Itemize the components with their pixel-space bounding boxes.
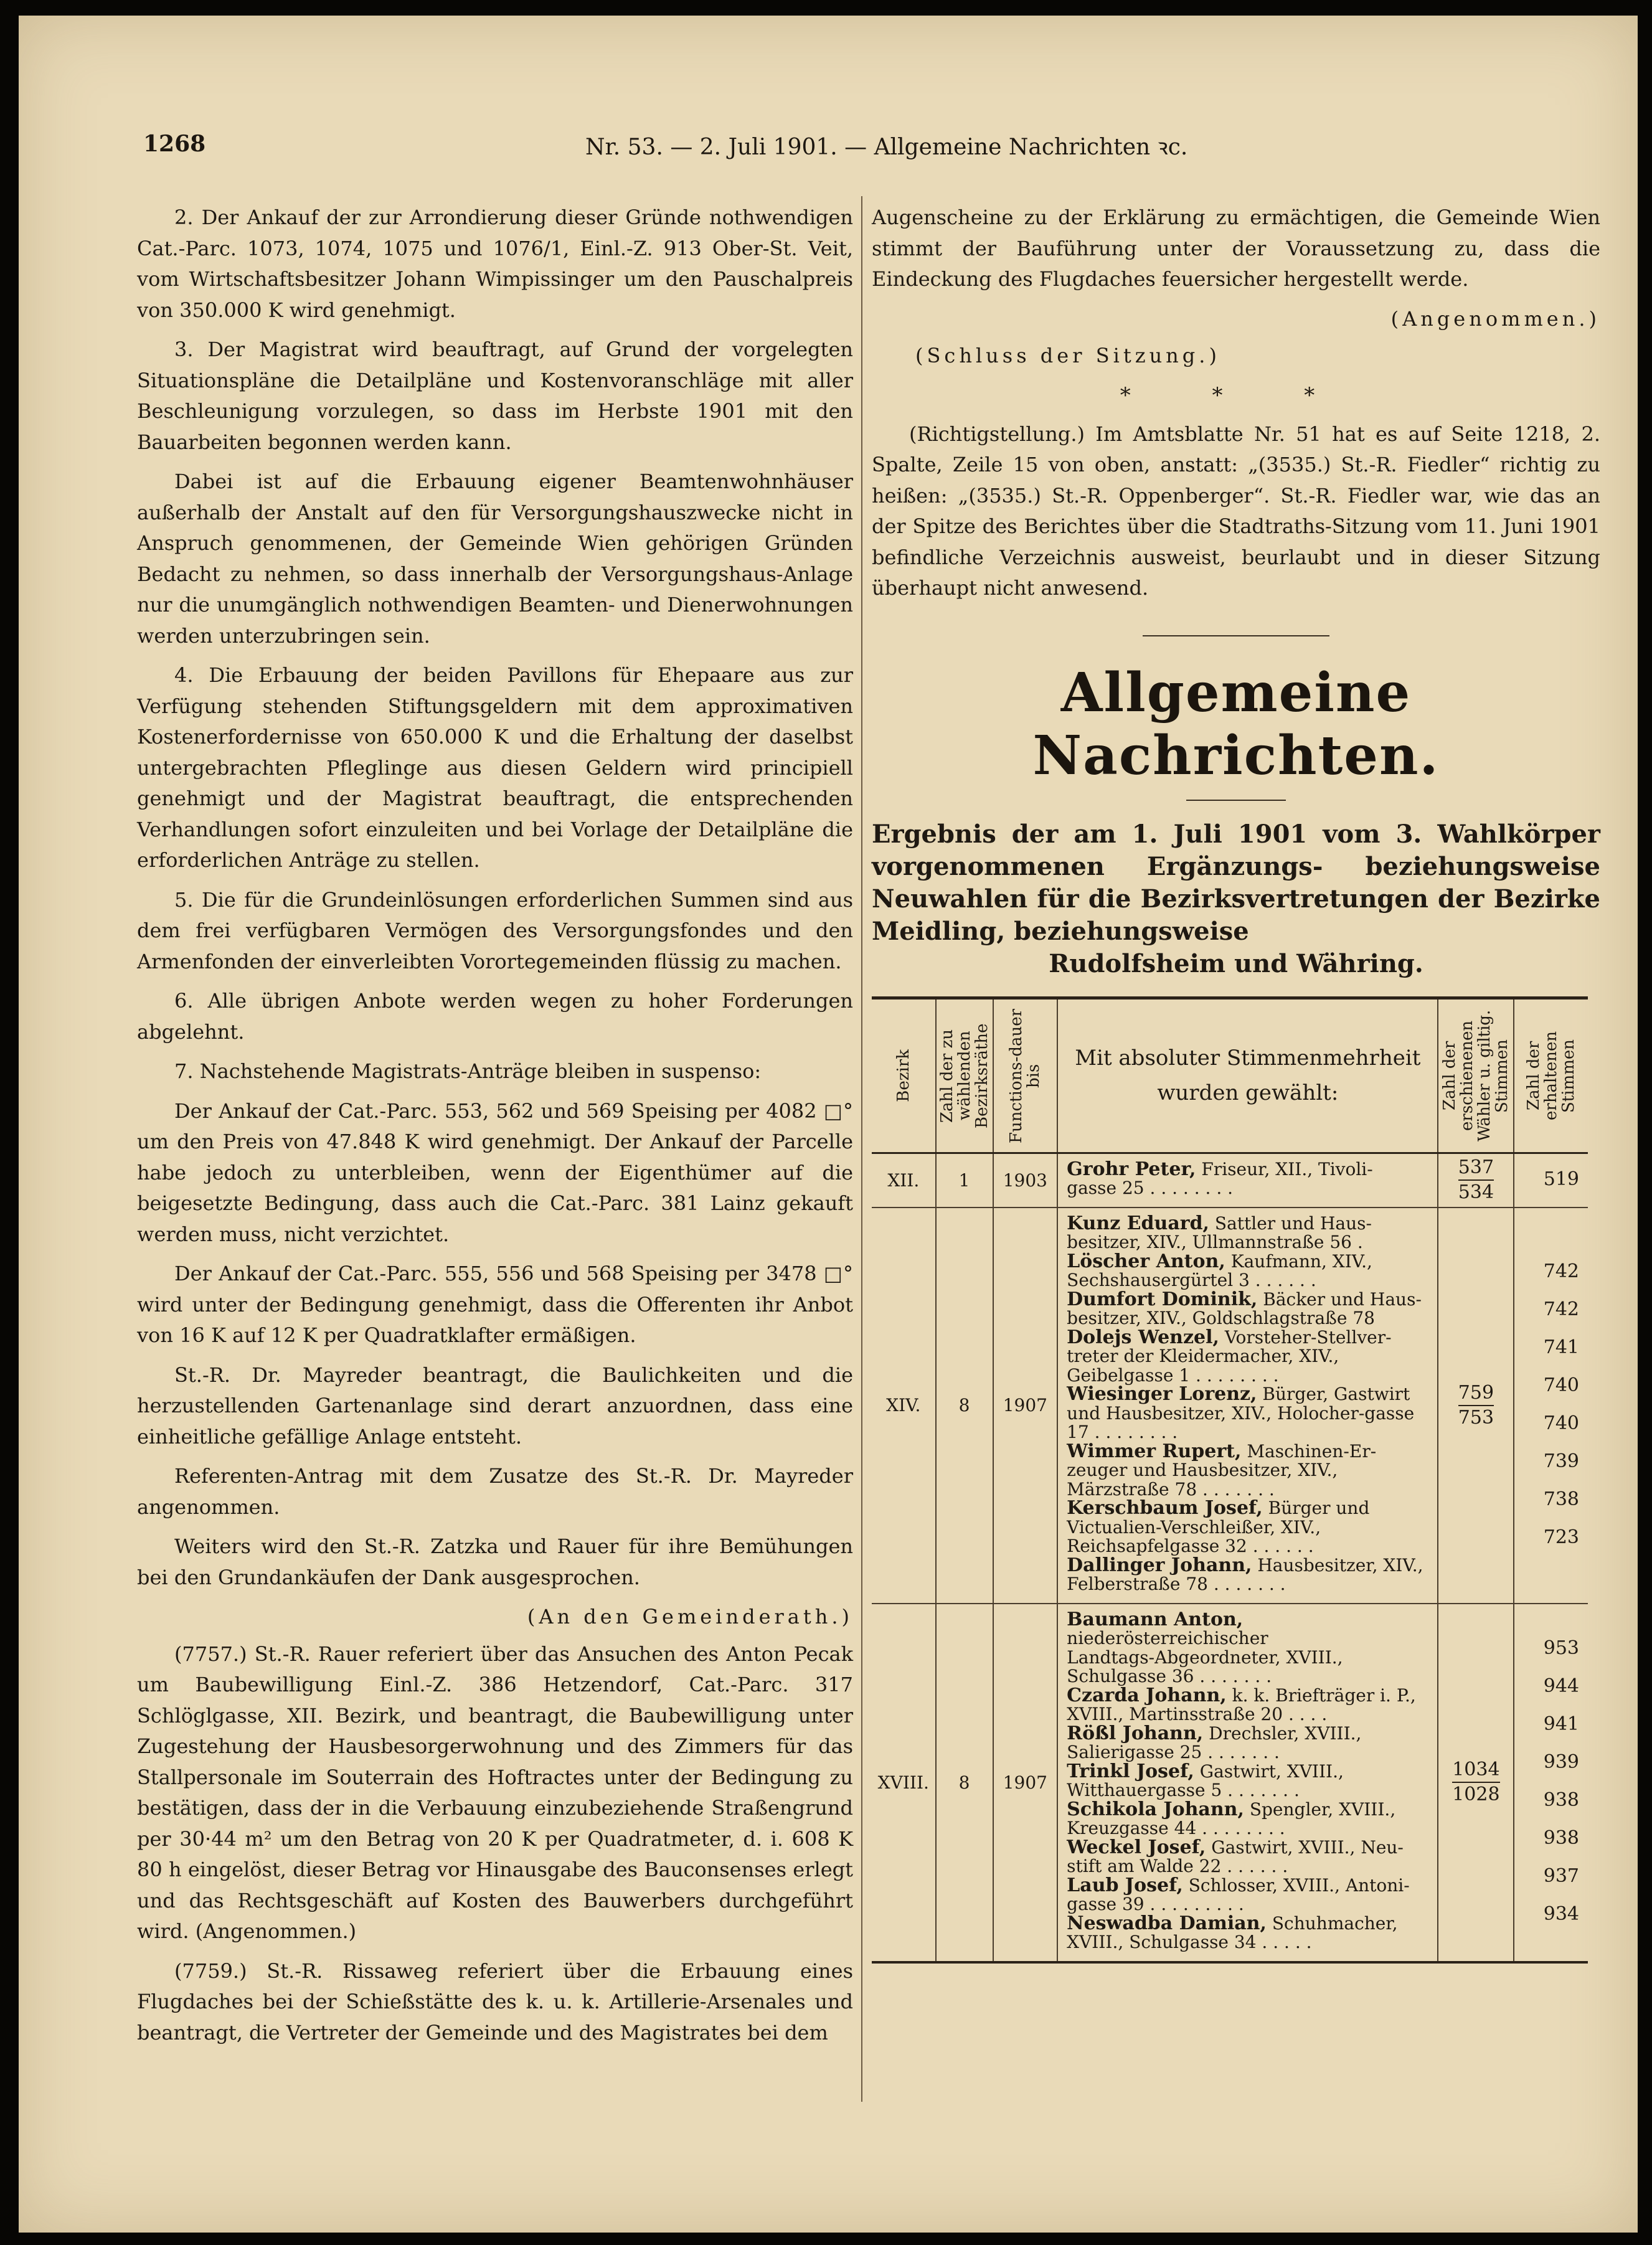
paragraph: 5. Die für die Grundeinlösungen erforderlichen Summen sind aus dem frei verfügbaren Vermögen des Versorgungsfondes und den Armenfonden der einverleibten Vorortegemeinden flüssig zu machen. xyxy=(137,887,853,973)
separator-stars: * * * xyxy=(1120,382,1352,408)
section-title: Allgemeine Nachrichten. xyxy=(1032,661,1440,787)
paragraph: (7759.) St.-R. Rissaweg referiert über die Erbauung eines Flugdaches bei der Schießstätte des k. u. k. Artillerie-Arsenales und beantragt, die Vertreter der Gemeinde und des Magistrates bei dem xyxy=(137,1959,853,2044)
vote-count: 938 xyxy=(1543,1789,1579,1811)
cell-names xyxy=(1057,1153,1438,1208)
paragraph: 2. Der Ankauf der zur Arrondierung dieser Gründe nothwendigen Cat.-Parc. 1073, 1074, 1075 und 1076/1, Einl.-Z. 913 Ober-St. Veit, vom Wirtschaftsbesitzer Johann Wimpissinger um den Pauschalpreis von 350.000 K wird genehmigt. xyxy=(137,206,853,322)
table-row xyxy=(872,1604,1588,1962)
paragraph: Referenten-Antrag mit dem Zusatze des St.-R. Dr. Mayreder angenommen. xyxy=(137,1464,853,1519)
person-address: besitzer, XIV., Goldschlagstraße 78 xyxy=(1067,1308,1375,1328)
elected-person: Neswadba Damian, Schuhmacher, xyxy=(1067,1912,1398,1934)
paragraph: Der Ankauf der Cat.-Parc. 553, 562 und 569 Speising per 4082 □° um den Preis von 47.848 K wird genehmigt. Der Ankauf der Parcelle habe jedoch zu unterbleiben, wenn der Eigenthümer auf die beigesetzte Bedingung, dass auch die Cat.-Parc. 381 Lainz gekauft werden muss, nicht verzichtet. xyxy=(137,1099,853,1246)
vote-count: 740 xyxy=(1543,1374,1579,1396)
person-address: besitzer, XIV., Ullmannstraße 56 . xyxy=(1067,1232,1363,1252)
rule xyxy=(1143,635,1329,636)
vote-count: 738 xyxy=(1543,1488,1579,1510)
page-header xyxy=(143,131,1438,168)
cell-count: 1 xyxy=(936,1153,993,1208)
cell-names xyxy=(1057,1208,1438,1604)
col-header-duration: Functions-dauer bis xyxy=(993,998,1058,1153)
person-address: Kreuzgasse 44 . . . . . . . . xyxy=(1067,1818,1285,1838)
person-address: und Hausbesitzer, XIV., Holocher-gasse 17 . . . . . . . . xyxy=(1067,1402,1415,1442)
cell-votes xyxy=(1514,1604,1588,1962)
elected-person: Baumann Anton, niederösterreichischer xyxy=(1067,1608,1268,1648)
left-column xyxy=(137,202,853,2057)
paragraph: Der Ankauf der Cat.-Parc. 555, 556 und 568 Speising per 3478 □° wird unter der Bedingung genehmigt, dass die Offerenten ihr Anbot von 16 K auf 12 K per Quadratklafter ermäßigen. xyxy=(137,1262,853,1347)
person-address: Felberstraße 78 . . . . . . . xyxy=(1067,1574,1286,1594)
vote-count: 938 xyxy=(1543,1827,1579,1849)
cell-voters: $\frac{759}{753}$ xyxy=(1438,1208,1514,1604)
vote-count: 937 xyxy=(1543,1865,1579,1887)
session-close: (Schluss der Sitzung.) xyxy=(915,344,1220,367)
vote-count: 741 xyxy=(1543,1336,1579,1358)
adopted-note: (Angenommen.) xyxy=(1390,306,1600,331)
person-address: Witthauergasse 5 . . . . . . . xyxy=(1067,1780,1300,1800)
person-address: XVIII., Schulgasse 34 . . . . . xyxy=(1067,1932,1312,1952)
elected-person: Czarda Johann, k. k. Briefträger i. P., xyxy=(1067,1684,1416,1706)
person-address: gasse 25 . . . . . . . . xyxy=(1067,1178,1234,1198)
person-address: stift am Walde 22 . . . . . . xyxy=(1067,1856,1288,1876)
page-number: 1268 xyxy=(143,131,206,157)
person-address: Salierigasse 25 . . . . . . . xyxy=(1067,1742,1280,1762)
col-header-count: Zahl der zu wählenden Bezirksräthe xyxy=(936,998,993,1153)
person-address: XVIII., Martinsstraße 20 . . . . xyxy=(1067,1704,1328,1724)
elected-person: Schikola Johann, Spengler, XVIII., xyxy=(1067,1798,1396,1820)
adopted-note: (An den Gemeinderath.) xyxy=(527,1605,853,1628)
person-address: Landtags-Abgeordneter, XVIII., Schulgasse 36 . . . . . . . xyxy=(1067,1647,1343,1686)
person-address: Sechshausergürtel 3 . . . . . . xyxy=(1067,1270,1316,1290)
elected-person: Laub Josef, Schlosser, XVIII., Antoni- xyxy=(1067,1874,1410,1896)
paragraph: Dabei ist auf die Erbauung eigener Beamtenwohnhäuser außerhalb der Anstalt auf den für Versorgungshauszwecke nicht in Anspruch genommenen, der Gemeinde Wien gehörigen Gründen Bedacht zu nehmen, so dass innerhalb der Versorgungshaus-Anlage nur die unumgänglich nothwendigen Beamten- und Dienerwohnungen werden unterzubringen sein. xyxy=(137,470,853,648)
cell-bezirk: XIV. xyxy=(872,1208,936,1604)
cell-bezirk: XVIII. xyxy=(872,1604,936,1962)
rule xyxy=(1186,800,1286,801)
elected-person: Löscher Anton, Kaufmann, XIV., xyxy=(1067,1250,1372,1272)
paragraph: St.-R. Dr. Mayreder beantragt, die Baulichkeiten und die herzustellenden Gartenanlage sind derart anzuordnen, dass eine einheitliche gefällige Anlage entsteht. xyxy=(137,1363,853,1449)
column-divider xyxy=(861,196,862,2102)
newspaper-page xyxy=(19,16,1638,2233)
cell-voters: $\frac{537}{534}$ xyxy=(1438,1153,1514,1208)
vote-count: 740 xyxy=(1543,1412,1579,1434)
elected-person: Wimmer Rupert, Maschinen-Er- xyxy=(1067,1440,1377,1462)
paragraph: 7. Nachstehende Magistrats-Anträge bleiben in suspenso: xyxy=(174,1059,762,1083)
elected-person: Grohr Peter, Friseur, XII., Tivoli- xyxy=(1067,1158,1373,1180)
person-address: Victualien-Verschleißer, XIV., Reichsapfelgasse 32 . . . . . . xyxy=(1067,1516,1321,1556)
elected-person: Kunz Eduard, Sattler und Haus- xyxy=(1067,1212,1372,1234)
paragraph: (7757.) St.-R. Rauer referiert über das Ansuchen des Anton Pecak um Baubewilligung Einl.-Z. 386 Hetzendorf, Cat.-Parc. 317 Schlöglgasse, XII. Bezirk, und beantragt, die Baubewilligung unter Zugestehung der Hausbesorgerwohnung und des Zimmers für das Stallpersonale im Souterrain des Hoftractes unter der Bedingung zu bestätigen, dass der in die Verbauung einzubeziehende Straßengrund per 30·44 m² um den Betrag von 20 K per Quadratmeter, d. i. 608 K 80 h eingelöst, dieser Betrag vor Hinausgabe des Bauconsenses erlegt und das Rechtsgeschäft auf Kosten des Bauwerbers durchgeführt wird. (Angenommen.) xyxy=(137,1642,853,1943)
correction-paragraph: (Richtigstellung.) Im Amtsblatte Nr. 51 hat es auf Seite 1218, 2. Spalte, Zeile 15 von oben, anstatt: „(3535.) St.-R. Fiedler“ richtig zu heißen: „(3535.) St.-R. Oppenberger“. St.-R. Fiedler war, wie das an der Spitze des Berichtes über die Stadtraths-Sitzung vom 11. Juni 1901 befindliche Verzeichnis ausweist, beurlaubt und in dieser Sitzung überhaupt nicht anwesend. xyxy=(872,422,1600,600)
vote-count: 742 xyxy=(1543,1260,1579,1282)
vote-count: 941 xyxy=(1543,1713,1579,1735)
elected-person: Trinkl Josef, Gastwirt, XVIII., xyxy=(1067,1760,1344,1782)
col-header-bezirk: Bezirk xyxy=(872,998,936,1153)
vote-count: 739 xyxy=(1543,1450,1579,1472)
election-results-table xyxy=(872,996,1588,1964)
right-column xyxy=(872,202,1600,1964)
cell-count: 8 xyxy=(936,1208,993,1604)
paragraph: Weiters wird den St.-R. Zatzka und Rauer für ihre Bemühungen bei den Grundankäufen der Dank ausgesprochen. xyxy=(137,1534,853,1589)
col-header-votes: Zahl der erhaltenen Stimmen xyxy=(1514,998,1588,1153)
elected-person: Kerschbaum Josef, Bürger und xyxy=(1067,1497,1370,1519)
cell-year: 1903 xyxy=(993,1153,1058,1208)
table-row xyxy=(872,1153,1588,1208)
col-header-voters: Zahl der erschienenen Wähler u. giltig. Stimmen xyxy=(1438,998,1514,1153)
person-address: zeuger und Hausbesitzer, XIV., Märzstraße 78 . . . . . . . xyxy=(1067,1460,1338,1500)
elected-person: Dumfort Dominik, Bäcker und Haus- xyxy=(1067,1288,1422,1310)
paragraph: 3. Der Magistrat wird beauftragt, auf Grund der vorgelegten Situationspläne die Detailpläne und Kostenvoranschläge mit aller Beschleunigung vorzulegen, so dass im Herbste 1901 mit den Bauarbeiten begonnen werden kann. xyxy=(137,338,853,454)
elected-person: Dallinger Johann, Hausbesitzer, XIV., xyxy=(1067,1554,1423,1576)
elected-person: Weckel Josef, Gastwirt, XVIII., Neu- xyxy=(1067,1836,1404,1858)
cell-year: 1907 xyxy=(993,1604,1058,1962)
vote-count: 944 xyxy=(1543,1675,1579,1697)
cell-bezirk: XII. xyxy=(872,1153,936,1208)
table-row xyxy=(872,1208,1588,1604)
vote-count: 953 xyxy=(1543,1637,1579,1659)
elected-person: Rößl Johann, Drechsler, XVIII., xyxy=(1067,1722,1362,1744)
person-address: gasse 39 . . . . . . . . . xyxy=(1067,1894,1244,1914)
section-subtitle: Ergebnis der am 1. Juli 1901 vom 3. Wahlkörper vorgenommenen Ergänzungs- beziehungsweise Neuwahlen für die Bezirksvertretungen der Bezirke Meidling, beziehungsweise Rudolfsheim und Währing. xyxy=(872,819,1600,978)
col-header-elected: Mit absoluter Stimmenmehrheit wurden gewählt: xyxy=(1057,998,1438,1153)
cell-votes xyxy=(1514,1208,1588,1604)
cell-votes xyxy=(1514,1153,1588,1208)
cell-names xyxy=(1057,1604,1438,1962)
vote-count: 934 xyxy=(1543,1903,1579,1925)
cell-count: 8 xyxy=(936,1604,993,1962)
elected-person: Dolejs Wenzel, Vorsteher-Stellver- xyxy=(1067,1326,1392,1348)
paragraph: 6. Alle übrigen Anbote werden wegen zu hoher Forderungen abgelehnt. xyxy=(137,989,853,1044)
vote-count: 519 xyxy=(1543,1168,1579,1190)
running-title: Nr. 53. — 2. Juli 1901. — Allgemeine Nachrichten ꝛc. xyxy=(585,135,1188,160)
person-address: treter der Kleidermacher, XIV., Geibelgasse 1 . . . . . . . . xyxy=(1067,1346,1339,1386)
vote-count: 723 xyxy=(1543,1526,1579,1548)
vote-count: 939 xyxy=(1543,1751,1579,1773)
cell-year: 1907 xyxy=(993,1208,1058,1604)
vote-count: 742 xyxy=(1543,1298,1579,1320)
paragraph: 4. Die Erbauung der beiden Pavillons für Ehepaare aus zur Verfügung stehenden Stiftungsgeldern mit dem approximativen Kostenerfordernisse von 650.000 K und die Erhaltung der daselbst untergebrachten Pfleglinge aus diesen Geldern wird principiell genehmigt und der Magistrat beauftragt, die entsprechenden Verhandlungen sofort einzuleiten und bei Vorlage der Detailpläne die erforderlichen Anträge zu stellen. xyxy=(137,663,853,872)
paragraph: Augenscheine zu der Erklärung zu ermächtigen, die Gemeinde Wien stimmt der Bauführung unter der Voraussetzung zu, dass die Eindeckung des Flugdaches feuersicher hergestellt werde. xyxy=(872,206,1600,291)
elected-person: Wiesinger Lorenz, Bürger, Gastwirt xyxy=(1067,1383,1410,1405)
cell-voters: $\frac{1034}{1028}$ xyxy=(1438,1604,1514,1962)
